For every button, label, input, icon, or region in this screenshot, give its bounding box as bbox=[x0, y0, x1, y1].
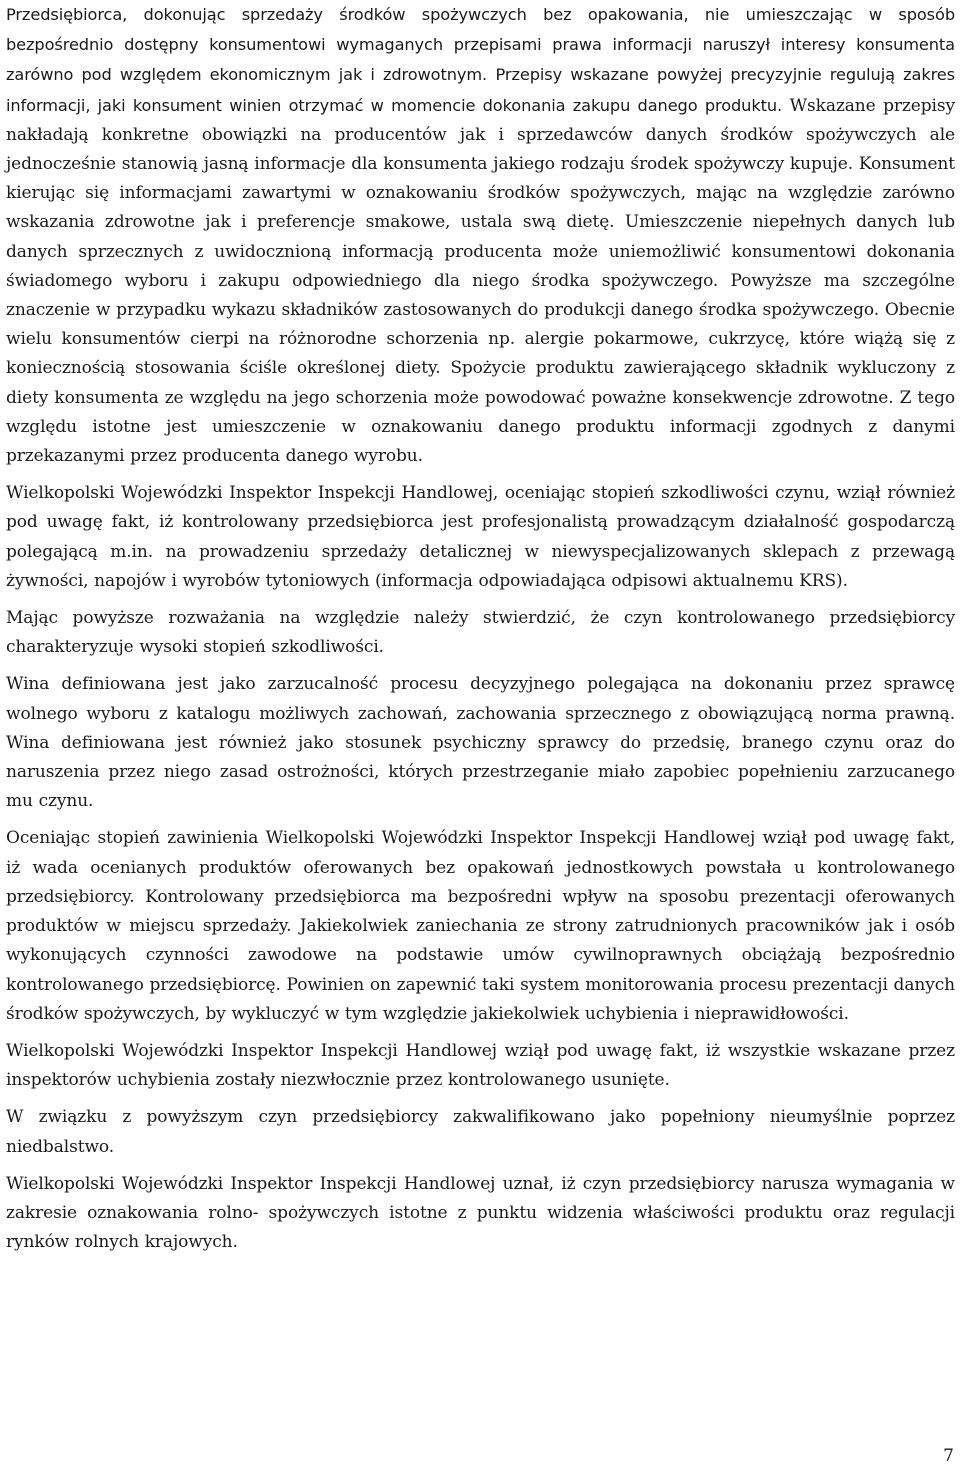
paragraph-degree-of-fault: Oceniając stopień zawinienia Wielkopolski Wojewódzki Inspektor Inspekcji Handlowej wziął pod uwagę fakt, iż wada ocenianych produktów oferowanych bez opakowań jednostkowych powstała u kontrolowanego przedsiębiorcy. Kontrolowany przedsiębiorca ma bezpośredni wpływ na sposobu prezentacji oferowanych produktów w miejscu sprzedaży. Jakiekolwiek zaniechania ze strony zatrudnionych pracowników jak i osób wykonujących czynności zawodowe na podstawie umów cywilnoprawnych obciążają bezpośrednio kontrolowanego przedsiębiorcę. Powinien on zapewnić taki system monitorowania procesu prezentacji danych środków spożywczych, by wykluczyć w tym względzie jakiekolwiek uchybienia i nieprawidłowości. bbox=[6, 828, 955, 1024]
page-number: 7 bbox=[943, 1446, 954, 1466]
paragraph-text: Przedsiębiorca, dokonując sprzedaży środków spożywczych bez opakowania, nie umieszczając w sposób bezpośrednio dostępny konsumentowi wymaganych przepisami prawa informacji naruszył interesy konsumenta zarówno pod względem ekonomicznym jak i zdrowotnym. bbox=[6, 5, 955, 85]
paragraph-professional-entrepreneur: Wielkopolski Wojewódzki Inspektor Inspekcji Handlowej, oceniając stopień szkodliwości czynu, wziął również pod uwagę fakt, iż kontrolowany przedsiębiorca jest profesjonalistą prowadzącym działalność gospodarczą polegającą m.in. na prowadzeniu sprzedaży detalicznej w niewyspecjalizowanych sklepach z przewagą żywności, napojów i wyrobów tytoniowych (informacja odpowiadająca odpisowi aktualnemu KRS). bbox=[6, 483, 955, 591]
paragraph-guilt-definition: Wina definiowana jest jako zarzucalność procesu decyzyjnego polegająca na dokonaniu przez sprawcę wolnego wyboru z katalogu możliwych zachowań, zachowania sprzecznego z obowiązującą norma prawną. Wina definiowana jest również jako stosunek psychiczny sprawcy do przedsię, branego czynu oraz do naruszenia przez niego zasad ostrożności, których przestrzeganie miało zapobiec popełnieniu zarzucanego mu czynu. bbox=[6, 674, 955, 812]
paragraph-harm-assessment: Mając powyższe rozważania na względzie należy stwierdzić, że czyn kontrolowanego przedsiębiorcy charakteryzuje wysoki stopień szkodliwości. bbox=[6, 608, 955, 658]
paragraph-consumer-interest bbox=[6, 0, 955, 471]
paragraph-text: Wskazane przepisy nakładają konkretne obowiązki na producentów jak i sprzedawców danych środków spożywczych ale jednocześnie stanowią jasną informacje dla konsumenta jakiego rodzaju środek spożywczy kupuje. Konsument kierując się informacjami zawartymi w oznakowaniu środków spożywczych, mając na względzie zarówno wskazania zdrowotne jak i preferencje smakowe, ustala swą dietę. Umieszczenie niepełnych danych lub danych sprzecznych z uwidocznioną informacją producenta może uniemożliwić konsumentowi dokonania świadomego wyboru i zakupu odpowiedniego dla niego środka spożywczego. Powyższe ma szczególne znaczenie w przypadku wykazu składników zastosowanych do produkcji danego środka spożywczego. Obecnie wielu konsumentów cierpi na różnorodne schorzenia np. alergie pokarmowe, cukrzycę, które wiążą się z koniecznością stosowania ściśle określonej diety. Spożycie produktu zawierającego składnik wykluczony z diety konsumenta ze względu na jego schorzenia może powodować poważne konsekwencje zdrowotne. Z tego względu istotne jest umieszczenie w oznakowaniu danego produktu informacji zgodnych z danymi przekazanymi przez producenta danego wyrobu. bbox=[6, 95, 955, 467]
paragraph-conclusion: Wielkopolski Wojewódzki Inspektor Inspekcji Handlowej uznał, iż czyn przedsiębiorcy narusza wymagania w zakresie oznakowania rolno- spożywczych istotne z punktu widzenia właściwości produktu oraz regulacji rynków rolnych krajowych. bbox=[6, 1173, 955, 1253]
paragraph-negligence: W związku z powyższym czyn przedsiębiorcy zakwalifikowano jako popełniony nieumyślnie poprzez niedbalstwo. bbox=[6, 1107, 955, 1157]
paragraph-text: Przepisy wskazane powyżej precyzyjnie regulują zakres informacji, jaki konsument winien otrzymać w momencie dokonania zakupu danego produktu. bbox=[6, 65, 955, 115]
paragraph-irregularities-removed: Wielkopolski Wojewódzki Inspektor Inspekcji Handlowej wziął pod uwagę fakt, iż wszystkie wskazane przez inspektorów uchybienia zostały niezwłocznie przez kontrolowanego usunięte. bbox=[6, 1040, 955, 1091]
document-page bbox=[6, 0, 955, 1265]
